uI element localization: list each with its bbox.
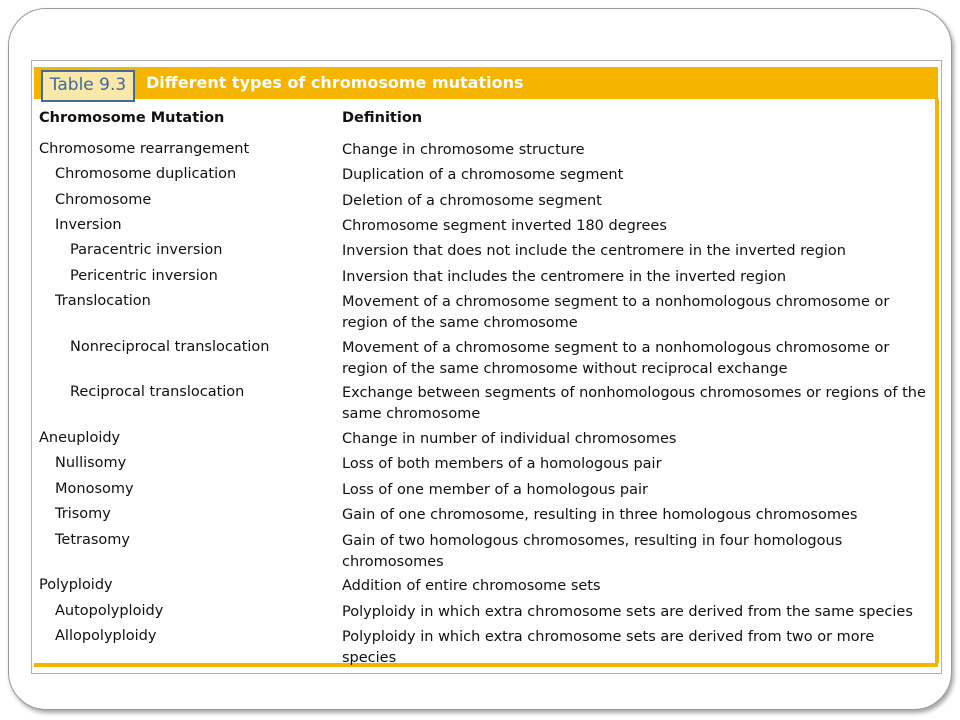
row-term: Autopolyploidy: [55, 603, 164, 619]
table-title: Different types of chromosome mutations: [146, 73, 524, 92]
right-rule: [935, 99, 939, 663]
row-term: Inversion: [55, 217, 122, 233]
row-definition: Change in chromosome structure: [342, 142, 585, 158]
row-term: Trisomy: [55, 506, 111, 522]
table-header-bar: [34, 67, 938, 99]
row-term: Nullisomy: [55, 455, 127, 471]
row-definition: Gain of one chromosome, resulting in three homologous chromosomes: [342, 507, 858, 523]
row-definition: Duplication of a chromosome segment: [342, 167, 624, 183]
row-term: Polyploidy: [39, 577, 113, 593]
row-definition: Inversion that includes the centromere in the inverted region: [342, 269, 787, 285]
column-header-definition: Definition: [342, 110, 423, 126]
row-definition: Polyploidy in which extra chromosome sets are derived from the same species: [342, 604, 913, 620]
row-definition: Movement of a chromosome segment to a nonhomologous chromosome or region of the same chromosome: [342, 294, 890, 331]
row-term: Reciprocal translocation: [70, 384, 245, 400]
table-box: [31, 60, 942, 674]
table-number-label: Table 9.3: [41, 70, 135, 102]
row-definition: Addition of entire chromosome sets: [342, 578, 601, 594]
row-definition: Inversion that does not include the centromere in the inverted region: [342, 243, 846, 259]
row-term: Nonreciprocal translocation: [70, 339, 270, 355]
row-term: Tetrasomy: [55, 532, 130, 548]
row-definition: Gain of two homologous chromosomes, resulting in four homologous chromosomes: [342, 533, 843, 570]
row-term: Translocation: [55, 293, 151, 309]
row-definition: Polyploidy in which extra chromosome sets are derived from two or more species: [342, 629, 875, 666]
row-definition: Loss of one member of a homologous pair: [342, 482, 649, 498]
row-definition: Movement of a chromosome segment to a nonhomologous chromosome or region of the same chromosome without reciprocal exchange: [342, 340, 890, 377]
row-definition: Exchange between segments of nonhomologous chromosomes or regions of the same chromosome: [342, 385, 926, 422]
row-term: Paracentric inversion: [70, 242, 223, 258]
row-definition: Loss of both members of a homologous pair: [342, 456, 662, 472]
row-term: Chromosome rearrangement: [39, 141, 250, 157]
row-term: Allopolyploidy: [55, 628, 157, 644]
row-definition: Chromosome segment inverted 180 degrees: [342, 218, 667, 234]
row-definition: Deletion of a chromosome segment: [342, 193, 602, 209]
row-term: Chromosome: [55, 192, 152, 208]
row-term: Monosomy: [55, 481, 134, 497]
row-definition: Change in number of individual chromosomes: [342, 431, 677, 447]
row-term: Pericentric inversion: [70, 268, 218, 284]
row-term: Chromosome duplication: [55, 166, 237, 182]
column-header-mutation: Chromosome Mutation: [39, 110, 225, 126]
row-term: Aneuploidy: [39, 430, 121, 446]
